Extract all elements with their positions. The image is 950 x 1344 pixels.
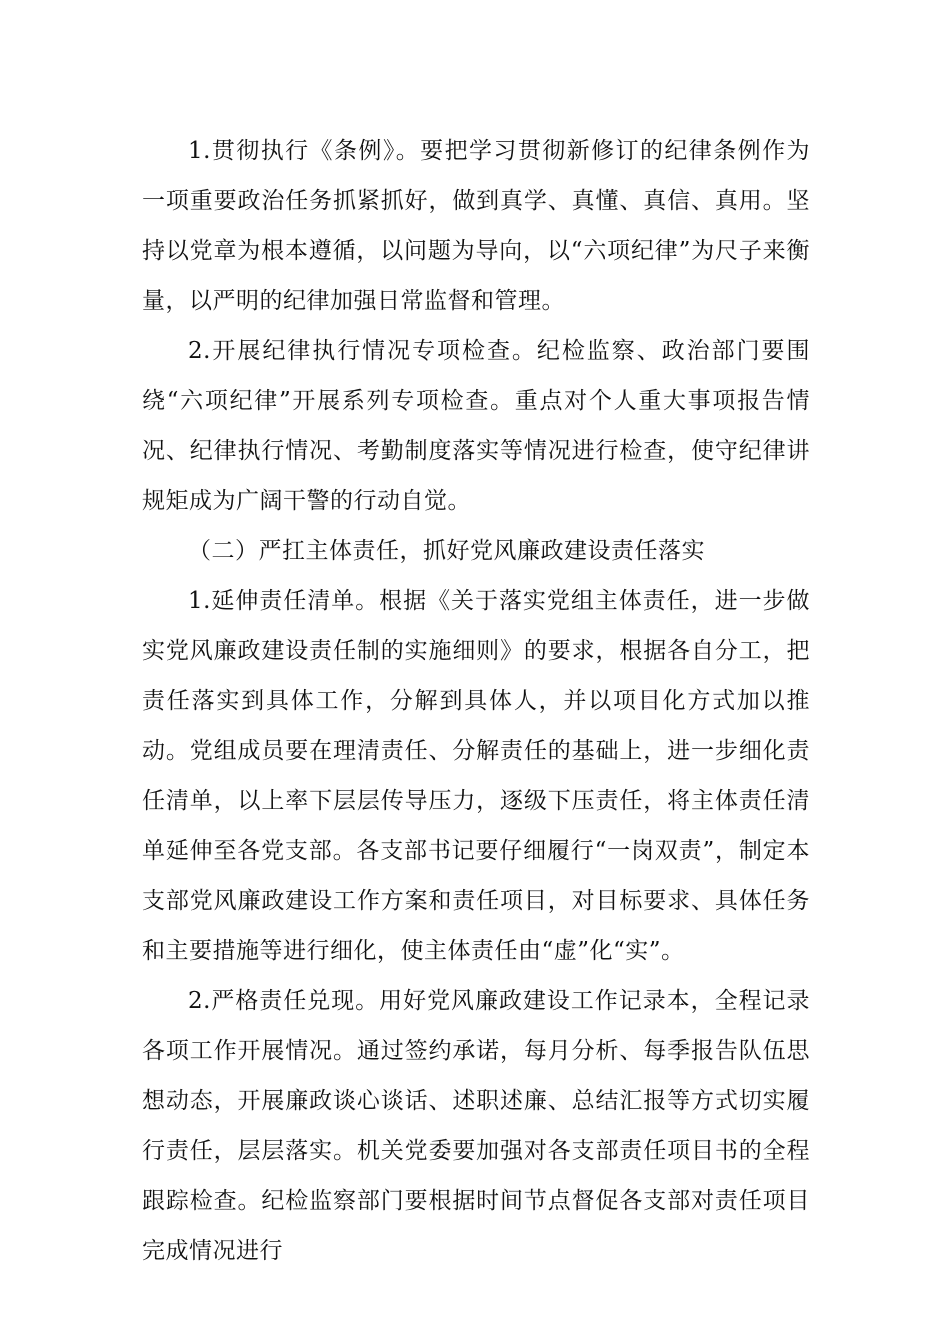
paragraph-strict-responsibility-fulfillment: 2.严格责任兑现。用好党风廉政建设工作记录本，全程记录各项工作开展情况。通过签约承诺，每月分析、每季报告队伍思想动态，开展廉政谈心谈话、述职述廉、总结汇报等方式切实履行责任，层层落实。机关党委要加强对各支部责任项目书的全程跟踪检查。纪检监察部门要根据时间节点督促各支部对责任项目完成情况进行 xyxy=(142,988,810,1264)
section-heading-main-responsibility: （二）严扛主体责任，抓好党风廉政建设责任落实 xyxy=(188,538,705,564)
document-body xyxy=(142,126,810,1276)
paragraph-extend-responsibility-list: 1.延伸责任清单。根据《关于落实党组主体责任，进一步做实党风廉政建设责任制的实施细则》的要求，根据各自分工，把责任落实到具体工作，分解到具体人，并以项目化方式加以推动。党组成员要在理清责任、分解责任的基础上，进一步细化责任清单，以上率下层层传导压力，逐级下压责任，将主体责任清单延伸至各党支部。各支部书记要仔细履行“一岗双责”，制定本支部党风廉政建设工作方案和责任项目，对目标要求、具体任务和主要措施等进行细化，使主体责任由“虚”化“实”。 xyxy=(142,588,810,964)
paragraph-special-inspection: 2.开展纪律执行情况专项检查。纪检监察、政治部门要围绕“六项纪律”开展系列专项检查。重点对个人重大事项报告情况、纪律执行情况、考勤制度落实等情况进行检查，使守纪律讲规矩成为广阔干警的行动自觉。 xyxy=(142,338,810,514)
paragraph-implement-regulations: 1.贯彻执行《条例》。要把学习贯彻新修订的纪律条例作为一项重要政治任务抓紧抓好，做到真学、真懂、真信、真用。坚持以党章为根本遵循，以问题为导向，以“六项纪律”为尺子来衡量，以严明的纪律加强日常监督和管理。 xyxy=(142,138,810,314)
